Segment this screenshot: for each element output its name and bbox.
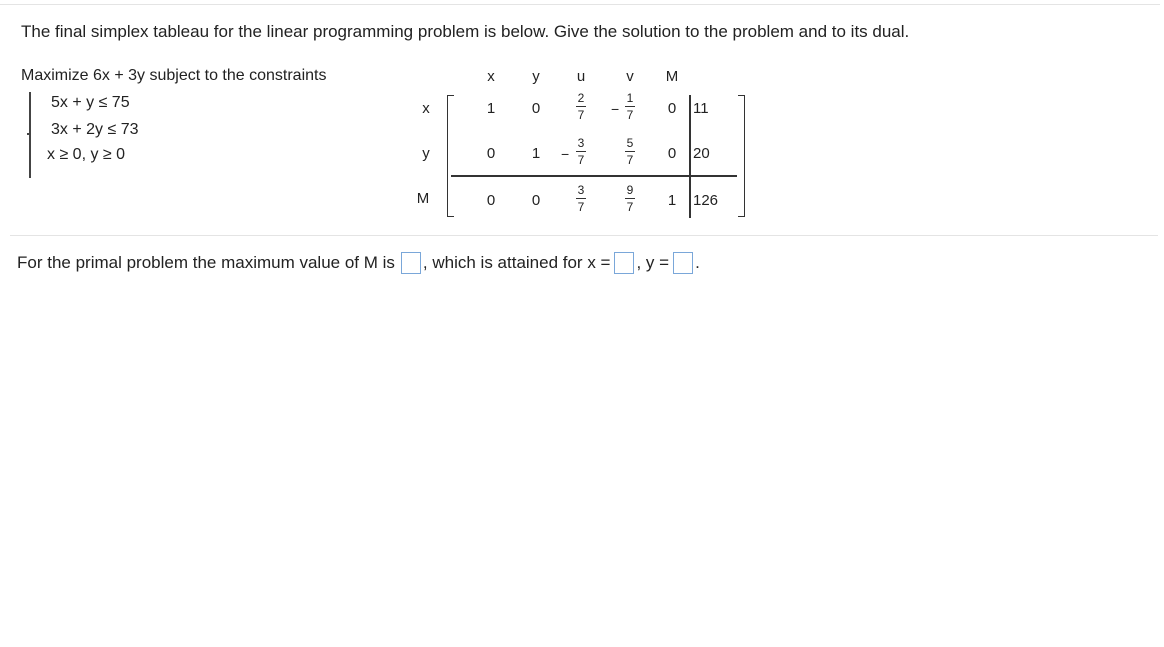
cell-y-u: 3 7 [577,136,585,167]
cell-x-v-sign: − [611,101,620,117]
answer-text-2: , which is attained for x = [422,253,611,272]
cell-y-x: 0 [486,145,496,162]
cell-x-rhs: 11 [693,100,709,117]
nonnegativity-constraint: x ≥ 0, y ≥ 0 [47,146,126,163]
cell-x-x: 1 [486,100,496,117]
objective-row-divider [451,175,737,177]
constraint-2: 3x + 2y ≤ 73 [51,121,139,138]
cell-y-y: 1 [531,145,541,162]
x-value-input[interactable] [614,252,634,274]
rhs-divider [689,95,691,218]
row-label-y: y [422,145,430,162]
cell-x-y: 0 [531,100,541,117]
cell-y-u-sign: − [561,146,570,162]
constraint-brace [29,92,31,178]
matrix-left-bracket [447,95,454,217]
constraint-brace-notch [27,133,31,135]
matrix-right-bracket [738,95,745,217]
objective-statement: Maximize 6x + 3y subject to the constraints [21,67,327,84]
cell-m-x: 0 [486,192,496,209]
cell-x-u: 2 7 [577,91,585,122]
header-x: x [487,68,495,85]
header-m: M [665,68,679,85]
cell-m-v: 9 7 [626,183,634,214]
answer-sentence [17,252,700,274]
header-y: y [532,68,540,85]
cell-y-rhs: 20 [693,145,710,162]
cell-m-u: 3 7 [577,183,585,214]
constraint-1: 5x + y ≤ 75 [51,94,130,111]
row-label-m: M [416,190,430,207]
cell-x-v: 1 7 [626,91,634,122]
header-v: v [626,68,634,85]
question-prompt: The final simplex tableau for the linear programming problem is below. Give the solution to the problem and to its dual. [21,22,910,41]
header-u: u [576,68,586,85]
cell-x-m: 0 [667,100,677,117]
answer-text-3: , y = [636,253,670,272]
cell-m-m: 1 [667,192,677,209]
y-value-input[interactable] [673,252,693,274]
section-divider [10,235,1158,236]
row-label-x: x [422,100,430,117]
answer-text-1: For the primal problem the maximum value of M is [17,253,395,272]
max-m-input[interactable] [401,252,421,274]
cell-m-rhs: 126 [693,192,719,209]
cell-m-y: 0 [531,192,541,209]
cell-y-m: 0 [667,145,677,162]
answer-text-4: . [695,253,700,272]
top-divider [0,4,1160,5]
cell-y-v: 5 7 [626,136,634,167]
